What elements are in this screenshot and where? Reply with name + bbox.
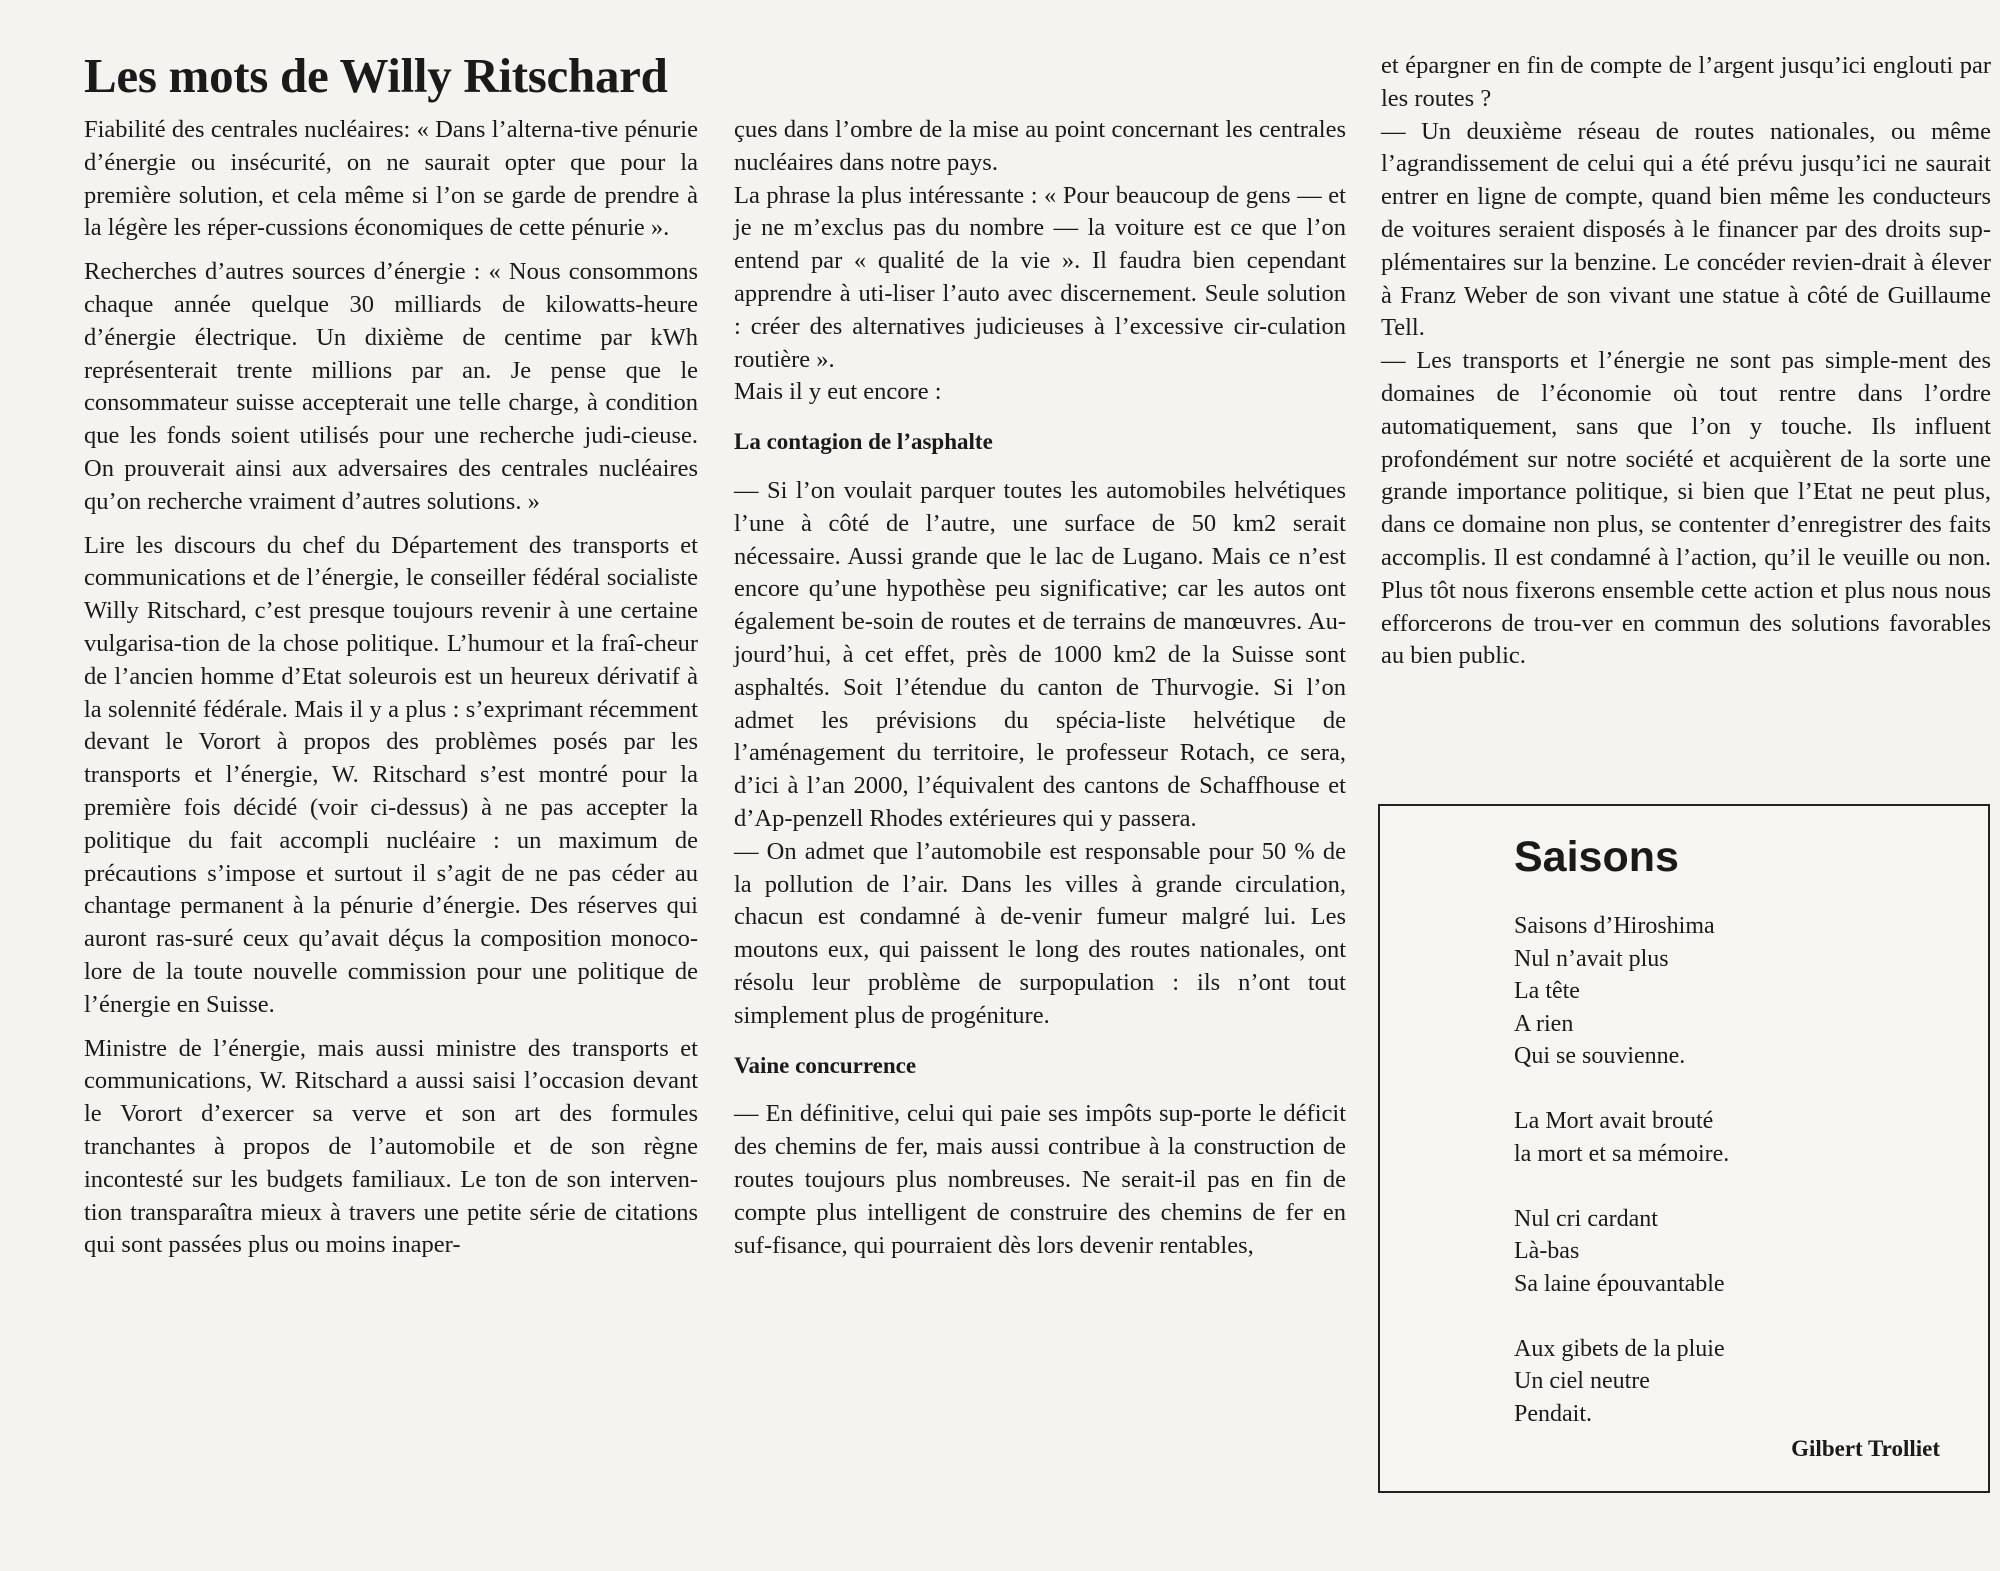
paragraph: — On admet que l’automobile est responsable pour 50 % de la pollution de l’air. Dans les villes à grande circulation, chacun est condamné à de-venir fumeur malgré lui. Les moutons eux, qui paissent le long des routes nationales, ont résolu leur problème de surpopulation : ils n’ont tout simplement plus de progéniture. (734, 837, 1346, 1029)
paragraph: — En définitive, celui qui paie ses impôts sup-porte le déficit des chemins de fer, mais aussi contribue à la construction de routes toujours plus nombreuses. Ne serait-il pas en fin de compte plus intelligent de construire des chemins de fer en suf-fisance, qui pourraient dès lors devenir rentables, (734, 1100, 1346, 1259)
paragraph: — Si l’on voulait parquer toutes les automobiles helvétiques l’une à côté de l’autre, une surface de 50 km2 serait nécessaire. Aussi grande que le lac de Lugano. Mais ce n’est encore qu’une hypothèse peu significative; car les autos ont également be-soin de routes et de terrains de manœuvres. Au-jourd’hui, à cet effet, près de 1000 km2 de la Suisse sont asphaltés. Soit l’étendue du canton de Thurvogie. Si l’on admet les prévisions du spécia-liste helvétique de l’aménagement du territoire, le professeur Rotach, ce sera, d’ici à l’an 2000, l’équivalent des cantons de Schaffhouse et d’Ap-penzell Rhodes extérieures qui y passera. (734, 476, 1346, 832)
poem-body (1514, 910, 1954, 1463)
poem-stanza (1514, 910, 1954, 1073)
poem-line: Nul n’avait plus (1514, 945, 1669, 972)
poem-line: La tête (1514, 978, 1580, 1004)
poem-line: Qui se souvienne. (1514, 1043, 1686, 1069)
section-heading: La contagion de l’asphalte (734, 429, 993, 455)
paragraph: — Un deuxième réseau de routes nationales, ou même l’agrandissement de celui qui a été prévu jusqu’ici ne saurait entrer en ligne de compte, quand bien même les conducteurs de voitures seraient disposés à le financer par des droits sup-plémentaires sur la benzine. Le concéder revien-drait à élever à Franz Weber de son vivant une statue à côté de Guillaume Tell. (1381, 117, 1991, 342)
poem-line: Saisons d’Hiroshima (1514, 913, 1715, 939)
poem-stanza (1514, 1203, 1954, 1301)
poem-box (1378, 804, 1990, 1493)
poem-line: A rien (1514, 1010, 1574, 1037)
poem-title: Saisons (1514, 833, 1679, 881)
poem-stanza (1514, 1105, 1954, 1170)
poem-line: Aux gibets de la pluie (1514, 1335, 1725, 1362)
paragraph: Recherches d’autres sources d’énergie : « Nous consommons chaque année quelque 30 milliards de kilowatts-heure d’énergie électrique. Un dixième de centime par kWh représenterait trente millions par an. Je pense que le consommateur suisse accepterait une telle charge, à condition que les fonds soient utilisés pour une recherche judi-cieuse. On prouverait ainsi aux adversaires des centrales nucléaires qu’on recherche vraiment d’autres solutions. » (84, 258, 698, 515)
article-column-2 (734, 114, 1346, 1262)
paragraph: Fiabilité des centrales nucléaires: « Dans l’alterna-tive pénurie d’énergie ou insécurité, on ne saurait opter que pour la première solution, et cela même si l’on se garde de prendre à la légère les réper-cussions économiques de cette pénurie ». (84, 116, 698, 242)
poem-line: la mort et sa mémoire. (1514, 1140, 1730, 1167)
poem-line: Sa laine épouvantable (1514, 1270, 1725, 1297)
paragraph: — Les transports et l’énergie ne sont pas simple-ment des domaines de l’économie où tout rentre dans l’ordre automatiquement, sans que l’on y touche. Ils influent profondément sur notre société et acquièrent de la sorte une grande importance politique, si bien que l’Etat ne peut plus, dans ce domaine non plus, se contenter d’enregistrer des faits accomplis. Il est condamné à l’action, qu’il le veuille ou non. Plus tôt nous fixerons ensemble cette action et plus nous nous efforcerons de trou-ver en commun des solutions favorables au bien public. (1381, 347, 1991, 670)
poem-line: Là-bas (1514, 1238, 1580, 1264)
article-column-1 (84, 114, 698, 1262)
poem-author: Gilbert Trolliet (1791, 1436, 1940, 1461)
poem-stanza (1514, 1333, 1954, 1431)
section-heading: Vaine concurrence (734, 1052, 917, 1078)
paragraph: Ministre de l’énergie, mais aussi ministre des transports et communications, W. Ritschard a aussi saisi l’occasion devant le Vorort d’exercer sa verve et son art des formules tranchantes à propos de l’automobile et de son règne incontesté sur les budgets familiaux. Le ton de son interven-tion transparaîtra mieux à travers une petite série de citations qui sont passées plus ou moins inaper- (84, 1034, 698, 1259)
poem-line: Un ciel neutre (1514, 1368, 1650, 1394)
paragraph: Lire les discours du chef du Département des transports et communications et de l’énergie, le conseiller fédéral socialiste Willy Ritschard, c’est presque toujours revenir à une certaine vulgarisa-tion de la chose politique. L’humour et la fraî-cheur de l’ancien homme d’Etat soleurois est un heureux dérivatif à la solennité fédérale. Mais il y a plus : s’exprimant récemment devant le Vorort à propos des problèmes posés par les transports et l’énergie, W. Ritschard s’est montré pour la première fois décidé (voir ci-dessus) à ne pas accepter la politique du fait accompli nucléaire : un maximum de précautions s’impose et surtout il s’agit de ne pas céder au chantage permanent à la pénurie d’énergie. Des réserves qui auront ras-suré ceux qu’avait déçus la composition monoco-lore de la toute nouvelle commission pour une politique de l’énergie en Suisse. (84, 531, 698, 1018)
poem-line: La Mort avait brouté (1514, 1108, 1714, 1134)
article-column-3 (1381, 50, 1991, 673)
paragraph: La phrase la plus intéressante : « Pour beaucoup de gens — et je ne m’exclus pas du nombre — la voiture est ce que l’on entend par « qualité de la vie ». Il faudra bien cependant apprendre à uti-liser l’auto avec discernement. Seule solution : créer des alternatives judicieuses à l’excessive cir-culation routière ». (734, 181, 1346, 373)
article-title: Les mots de Willy Ritschard (84, 48, 668, 103)
poem-line: Pendait. (1514, 1400, 1592, 1427)
paragraph: et épargner en fin de compte de l’argent jusqu’ici englouti par les routes ? (1381, 52, 1991, 112)
paragraph: Mais il y eut encore : (734, 378, 942, 406)
paragraph: çues dans l’ombre de la mise au point concernant les centrales nucléaires dans notre pays. (734, 116, 1346, 176)
poem-line: Nul cri cardant (1514, 1205, 1658, 1232)
